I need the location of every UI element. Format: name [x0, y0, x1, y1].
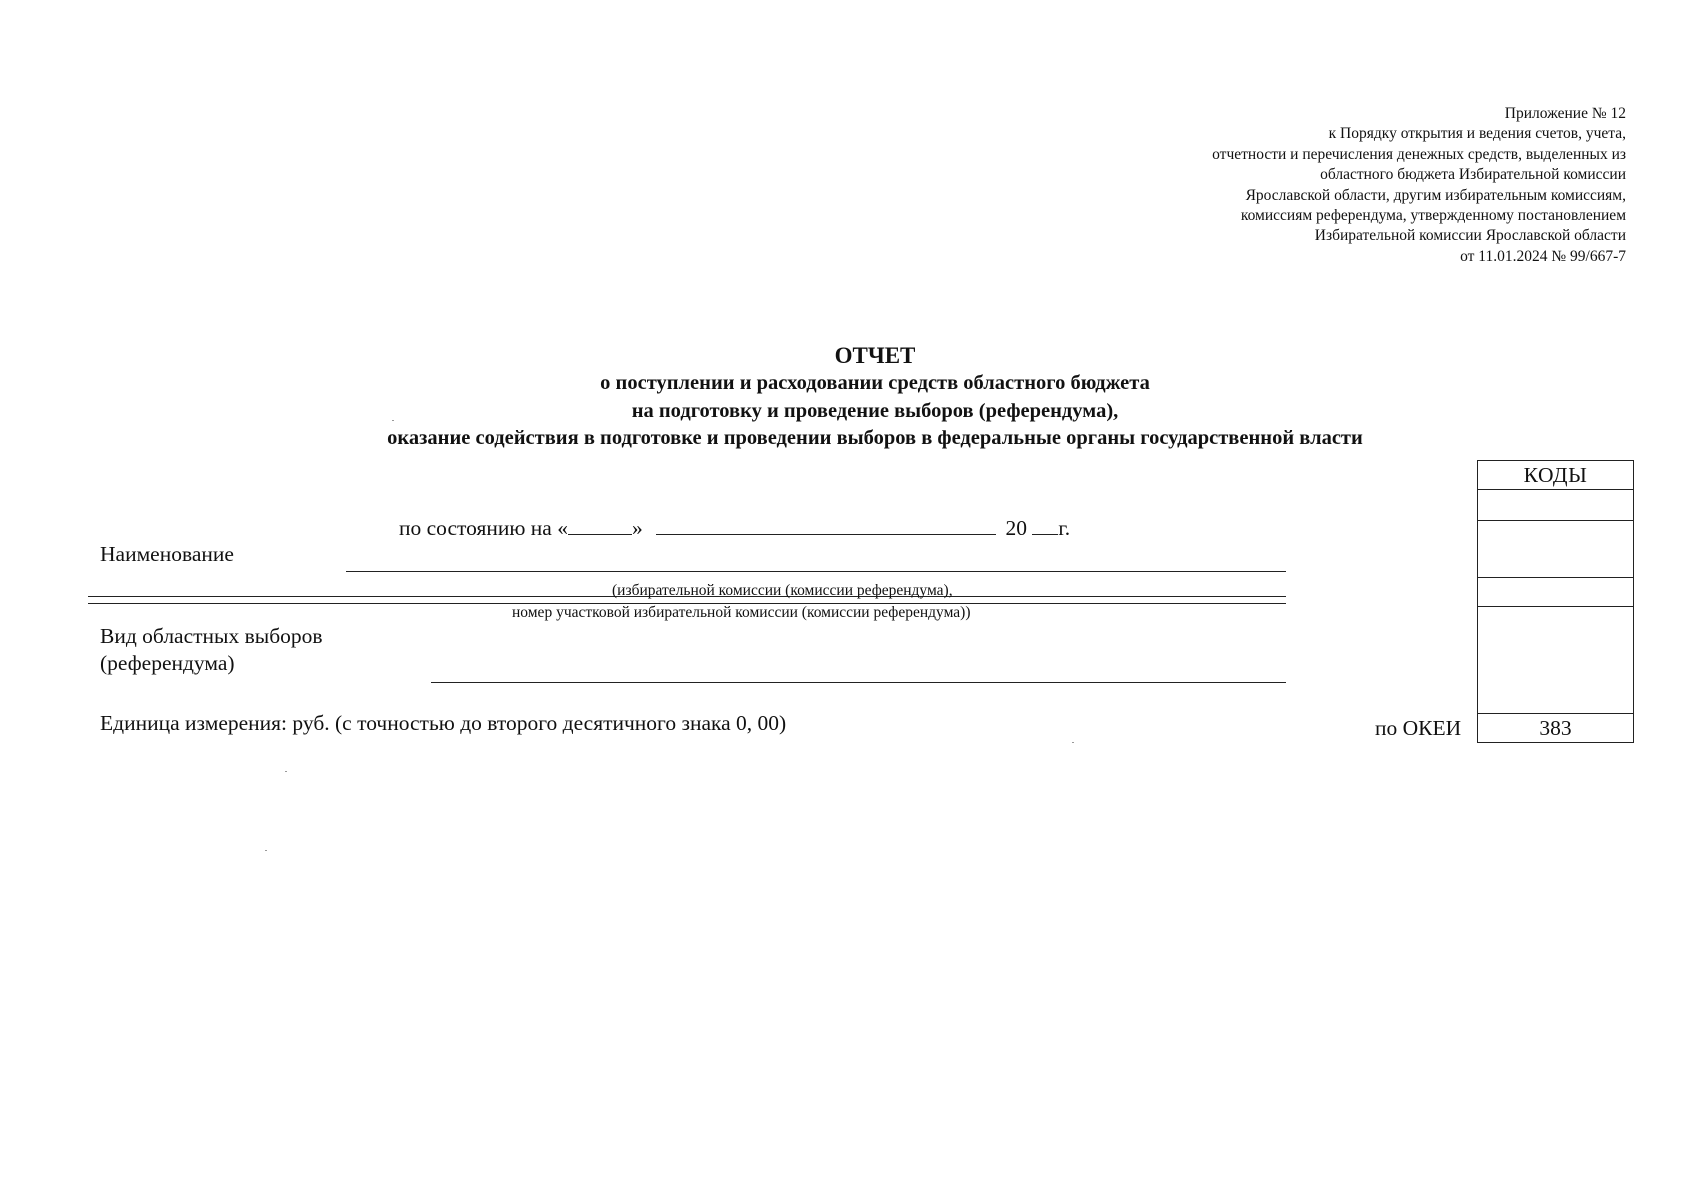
scan-speck	[1072, 742, 1074, 743]
date-year-field[interactable]	[1032, 516, 1058, 535]
code-cell-election[interactable]	[1478, 606, 1633, 713]
election-type-label: Вид областных выборов	[100, 624, 323, 648]
code-cell-form[interactable]	[1478, 489, 1633, 520]
date-line	[399, 516, 1070, 541]
code-cell-name[interactable]	[1478, 577, 1633, 606]
report-subtitle-line: оказание содействия в подготовке и проведении выборов в федеральные органы государственной власти	[387, 427, 1363, 449]
okei-label: по ОКЕИ	[1375, 716, 1462, 740]
date-prefix: по состоянию на «	[399, 516, 568, 540]
codes-header: КОДЫ	[1523, 463, 1588, 487]
report-subtitle-line: о поступлении и расходовании средств областного бюджета	[600, 372, 1150, 394]
name-input-line-1[interactable]	[346, 571, 1286, 572]
date-day-field[interactable]	[568, 516, 632, 535]
scan-speck	[265, 850, 267, 851]
annex-line: от 11.01.2024 № 99/667-7	[1460, 247, 1626, 265]
annex-block	[1026, 104, 1626, 267]
name-hint-1: (избирательной комиссии (комиссии референдума),	[612, 582, 953, 599]
date-year-prefix: 20	[1005, 516, 1027, 540]
date-month-field[interactable]	[656, 516, 996, 535]
date-quote-close: »	[631, 516, 643, 540]
annex-line: областного бюджета Избирательной комиссии	[1320, 166, 1626, 184]
report-subtitle-line: на подготовку и проведение выборов (референдума),	[631, 399, 1119, 422]
annex-line: Приложение № 12	[1504, 105, 1626, 122]
scan-speck	[392, 420, 394, 421]
date-year-suffix: г.	[1058, 516, 1071, 540]
report-title-block	[230, 342, 1520, 453]
name-label: Наименование	[100, 542, 234, 566]
annex-line: отчетности и перечисления денежных средств, выделенных из	[1212, 145, 1626, 163]
annex-line: Избирательной комиссии Ярославской области	[1314, 227, 1626, 245]
election-type-input-line[interactable]	[431, 682, 1286, 683]
annex-line: комиссиям референдума, утвержденному постановлением	[1240, 207, 1626, 225]
codes-table	[1477, 460, 1634, 714]
okei-code-cell: 383	[1477, 713, 1634, 743]
code-cell-date[interactable]	[1478, 520, 1633, 577]
report-heading: ОТЧЕТ	[834, 343, 916, 368]
annex-line: к Порядку открытия и ведения счетов, учета,	[1328, 125, 1626, 143]
name-hint-2: номер участковой избирательной комиссии (комиссии референдума))	[512, 604, 971, 621]
unit-label: Единица измерения: руб. (с точностью до второго десятичного знака 0, 00)	[100, 711, 787, 735]
election-type-label-2: (референдума)	[100, 651, 235, 675]
scan-speck	[285, 771, 287, 772]
annex-line: Ярославской области, другим избирательным комиссиям,	[1245, 186, 1626, 204]
